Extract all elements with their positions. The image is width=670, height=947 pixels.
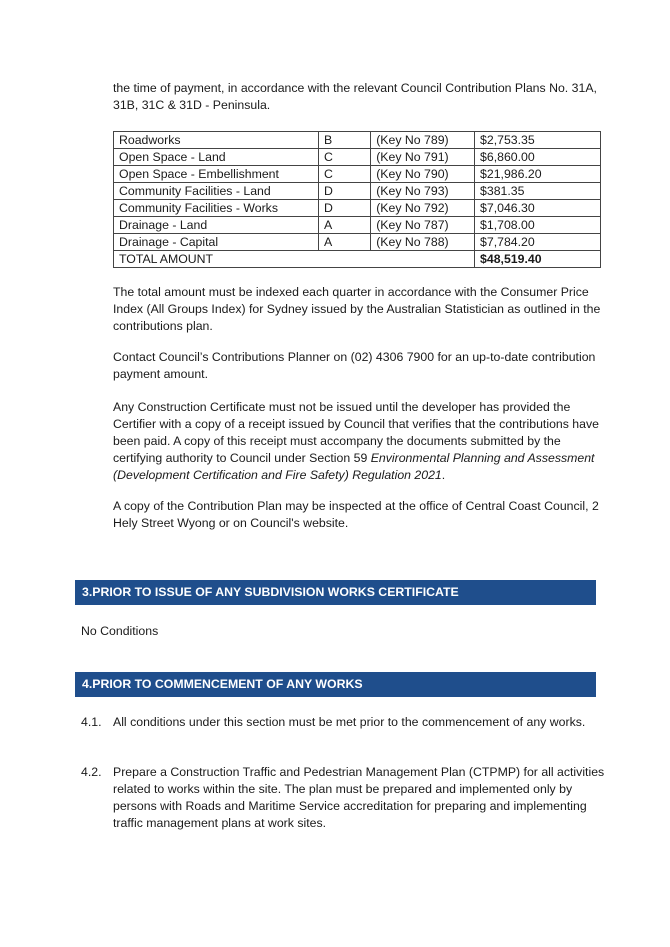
row-description: Open Space - Embellishment xyxy=(114,166,319,183)
regulation-title: Environmental Planning and Assessment (Development Certification and Fire Safety) Regulation 2021 xyxy=(113,451,595,482)
certificate-text: Any Construction Certificate must not be issued until the developer has provided the Certifier with a copy of a receipt issued by Council that verifies that the contributions have been paid. A copy of this receipt must accompany the documents submitted by the certifying authority to Council under Section 59 xyxy=(113,400,599,465)
row-description: Roadworks xyxy=(114,132,319,149)
contributions-table xyxy=(113,131,601,268)
row-plan: B xyxy=(319,132,371,149)
section-4-heading: 4.PRIOR TO COMMENCEMENT OF ANY WORKS xyxy=(75,672,596,697)
row-plan: A xyxy=(319,234,371,251)
row-key: (Key No 787) xyxy=(371,217,475,234)
row-plan: C xyxy=(319,149,371,166)
row-description: Drainage - Capital xyxy=(114,234,319,251)
row-amount: $21,986.20 xyxy=(475,166,601,183)
row-description: Community Facilities - Land xyxy=(114,183,319,200)
table-row xyxy=(114,234,601,251)
row-plan: D xyxy=(319,200,371,217)
section-3-heading: 3.PRIOR TO ISSUE OF ANY SUBDIVISION WORKS CERTIFICATE xyxy=(75,580,596,605)
table-row xyxy=(114,200,601,217)
row-key: (Key No 793) xyxy=(371,183,475,200)
contact-paragraph: Contact Council’s Contributions Planner on (02) 4306 7900 for an up-to-date contribution payment amount. xyxy=(113,350,596,381)
condition-number: 4.2. xyxy=(81,765,102,779)
row-plan: C xyxy=(319,166,371,183)
certificate-end: . xyxy=(441,468,446,482)
row-amount: $381.35 xyxy=(475,183,601,200)
row-amount: $7,784.20 xyxy=(475,234,601,251)
table-row xyxy=(114,132,601,149)
total-row xyxy=(114,251,601,268)
row-plan: D xyxy=(319,183,371,200)
row-key: (Key No 791) xyxy=(371,149,475,166)
row-key: (Key No 792) xyxy=(371,200,475,217)
total-label: TOTAL AMOUNT xyxy=(114,251,475,268)
row-amount: $6,860.00 xyxy=(475,149,601,166)
row-description: Open Space - Land xyxy=(114,149,319,166)
table-row xyxy=(114,149,601,166)
row-description: Drainage - Land xyxy=(114,217,319,234)
condition-text: Prepare a Construction Traffic and Pedestrian Management Plan (CTPMP) for all activities related to works within the site. The plan must be prepared and implemented only by persons with Roads and Maritime Service accreditation for preparing and implementing traffic management plans at work sites. xyxy=(113,765,605,830)
row-amount: $7,046.30 xyxy=(475,200,601,217)
table-row xyxy=(114,217,601,234)
row-description: Community Facilities - Works xyxy=(114,200,319,217)
section-3-body: No Conditions xyxy=(81,624,159,638)
table-row xyxy=(114,166,601,183)
row-key: (Key No 790) xyxy=(371,166,475,183)
table-row xyxy=(114,183,601,200)
row-plan: A xyxy=(319,217,371,234)
row-amount: $2,753.35 xyxy=(475,132,601,149)
inspection-paragraph: A copy of the Contribution Plan may be inspected at the office of Central Coast Council, 2 Hely Street Wyong or on Council's website. xyxy=(113,499,599,530)
row-key: (Key No 788) xyxy=(371,234,475,251)
row-key: (Key No 789) xyxy=(371,132,475,149)
row-amount: $1,708.00 xyxy=(475,217,601,234)
total-amount: $48,519.40 xyxy=(475,251,601,268)
intro-paragraph: the time of payment, in accordance with the relevant Council Contribution Plans No. 31A, 31B, 31C & 31D - Peninsula. xyxy=(113,81,597,112)
construction-certificate-paragraph xyxy=(113,399,606,484)
indexation-paragraph: The total amount must be indexed each quarter in accordance with the Consumer Price Index (All Groups Index) for Sydney issued by the Australian Statistician as outlined in the contributions plan. xyxy=(113,285,601,333)
condition-text: All conditions under this section must be met prior to the commencement of any works. xyxy=(113,715,586,729)
condition-number: 4.1. xyxy=(81,715,102,729)
